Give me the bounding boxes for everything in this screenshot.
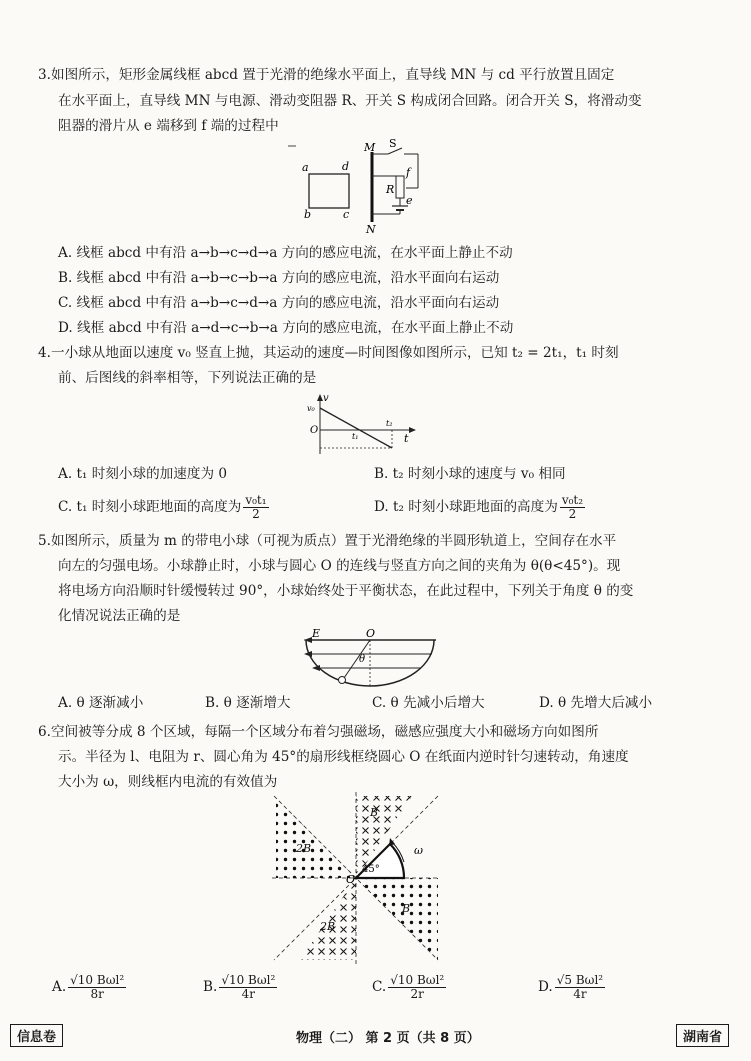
q5-line-1: 5.如图所示，质量为 m 的带电小球（可视为质点）置于光滑绝缘的半圆形轨道上，空间存在水平	[38, 533, 617, 549]
q6-line-2: 示。半径为 l、电阻为 r、圆心角为 45°的扇形线框绕圆心 O 在纸面内逆时针匀速转动，角速度	[58, 749, 629, 765]
q3-label-d: d	[342, 160, 350, 173]
q6-region-bottom-2B	[300, 878, 356, 960]
q4-label-O: O	[310, 425, 319, 436]
q4-line-1: 4.一小球从地面以速度 v₀ 竖直上抛，其运动的速度—时间图像如图所示，已知 t₂ = 2t₁，t₁ 时刻	[38, 345, 619, 361]
q5-line-3: 将电场方向沿顺时针缓慢转过 90°，小球始终处于平衡状态，在此过程中，下列关于角度 θ 的变	[58, 583, 634, 599]
q4-option-a: A. t₁ 时刻小球的加速度为 0	[58, 466, 228, 482]
q5-option-a: A. θ 逐渐减小	[58, 695, 144, 711]
footer-badge-right: 湖南省	[676, 1024, 729, 1047]
q4-vt-graph	[306, 392, 418, 458]
q3-option-b: B. 线框 abcd 中有沿 a→b→c→b→a 方向的感应电流，沿水平面向右运动	[58, 270, 500, 286]
q3-line-2: 在水平面上，直导线 MN 与电源、滑动变阻器 R、开关 S 构成闭合回路。闭合开关 S，将滑动变	[58, 93, 642, 109]
q3-label-M: M	[364, 141, 376, 154]
q6-magnetic-field-figure	[272, 792, 440, 964]
q4-line-2: 前、后图线的斜率相等，下列说法正确的是	[58, 370, 317, 386]
q3-option-d: D. 线框 abcd 中有沿 a→d→c→b→a 方向的感应电流，在水平面上静止不动	[58, 320, 514, 336]
q6-option-b: B. $\frac{\text{√10 Bωl²}}{4r}$	[203, 973, 276, 1001]
q3-line-3: 阻器的滑片从 e 端移到 f 端的过程中	[58, 118, 279, 134]
q6-option-d: D. $\frac{\text{√5 Bωl²}}{4r}$	[538, 973, 604, 1001]
q6-label-O: O	[346, 873, 356, 886]
q6-label-B-right: B	[402, 902, 411, 915]
q6-label-2B-bottom: 2B	[320, 920, 336, 933]
q6-label-B-top: B	[370, 806, 379, 819]
q6-label-2B-left: 2B	[296, 842, 312, 855]
q5-option-c: C. θ 先减小后增大	[372, 695, 485, 711]
footer-page-number: 物理（二） 第 2 页（共 8 页）	[296, 1031, 480, 1046]
q4-option-c: C. t₁ 时刻小球距地面的高度为 $\frac{\text{v₀t₁}}{2}$	[58, 493, 267, 521]
q5-label-E: E	[312, 628, 321, 640]
q4-label-v0: v₀	[307, 404, 315, 413]
q3-label-S: S	[389, 138, 397, 150]
q6-label-omega: ω	[414, 844, 423, 857]
q3-rheostat-R	[396, 176, 404, 198]
q4-label-t1: t₁	[352, 432, 359, 441]
q4-label-t: t	[404, 432, 409, 445]
q6-option-c: C. $\frac{\text{√10 Bωl²}}{2r}$	[372, 973, 445, 1001]
q4-option-d: D. t₂ 时刻小球距地面的高度为 $\frac{\text{v₀t₂}}{2}$	[374, 493, 584, 521]
q5-line-2: 向左的匀强电场。小球静止时，小球与圆心 O 的连线与竖直方向之间的夹角为 θ(θ<45°)。现	[58, 558, 621, 574]
q4-label-t2: t₂	[386, 419, 393, 428]
q6-line-1: 6.空间被等分成 8 个区域，每隔一个区域分布着匀强磁场，磁感应强度大小和磁场方向如图所	[38, 724, 599, 740]
q5-semicircle-figure	[296, 628, 444, 690]
q5-label-theta: θ	[359, 654, 366, 665]
q5-option-b: B. θ 逐渐增大	[205, 695, 291, 711]
footer-badge-left: 信息卷	[10, 1024, 63, 1047]
q3-frame-abcd	[309, 174, 349, 208]
q5-option-d: D. θ 先增大后减小	[539, 695, 653, 711]
q3-label-R: R	[386, 183, 395, 196]
q6-line-3: 大小为 ω，则线框内电流的有效值为	[58, 774, 278, 790]
q5-ball	[339, 677, 346, 684]
q5-label-O: O	[366, 628, 376, 640]
q3-option-a: A. 线框 abcd 中有沿 a→b→c→d→a 方向的感应电流，在水平面上静止不动	[58, 245, 513, 261]
q4-label-v: v	[323, 393, 329, 404]
q3-circuit-figure	[286, 138, 436, 234]
q4-velocity-line	[320, 408, 392, 448]
q6-option-a: A. $\frac{\text{√10 Bωl²}}{8r}$	[52, 973, 125, 1001]
q4-option-b: B. t₂ 时刻小球的速度与 v₀ 相同	[374, 466, 566, 482]
q3-label-a: a	[302, 161, 309, 174]
q6-label-angle: 45°	[362, 864, 380, 875]
q3-label-c: c	[343, 208, 350, 221]
q3-label-f: f	[406, 166, 411, 179]
q5-semicircle-track	[306, 640, 434, 686]
q3-label-e: e	[406, 194, 413, 207]
q3-label-b: b	[304, 208, 312, 221]
q5-line-4: 化情况说法正确的是	[58, 608, 181, 624]
q3-option-c: C. 线框 abcd 中有沿 a→b→c→d→a 方向的感应电流，沿水平面向右运动	[58, 295, 500, 311]
q3-line-1: 3.如图所示，矩形金属线框 abcd 置于光滑的绝缘水平面上，直导线 MN 与 cd 平行放置且固定	[38, 67, 615, 83]
q3-label-N: N	[366, 223, 376, 234]
